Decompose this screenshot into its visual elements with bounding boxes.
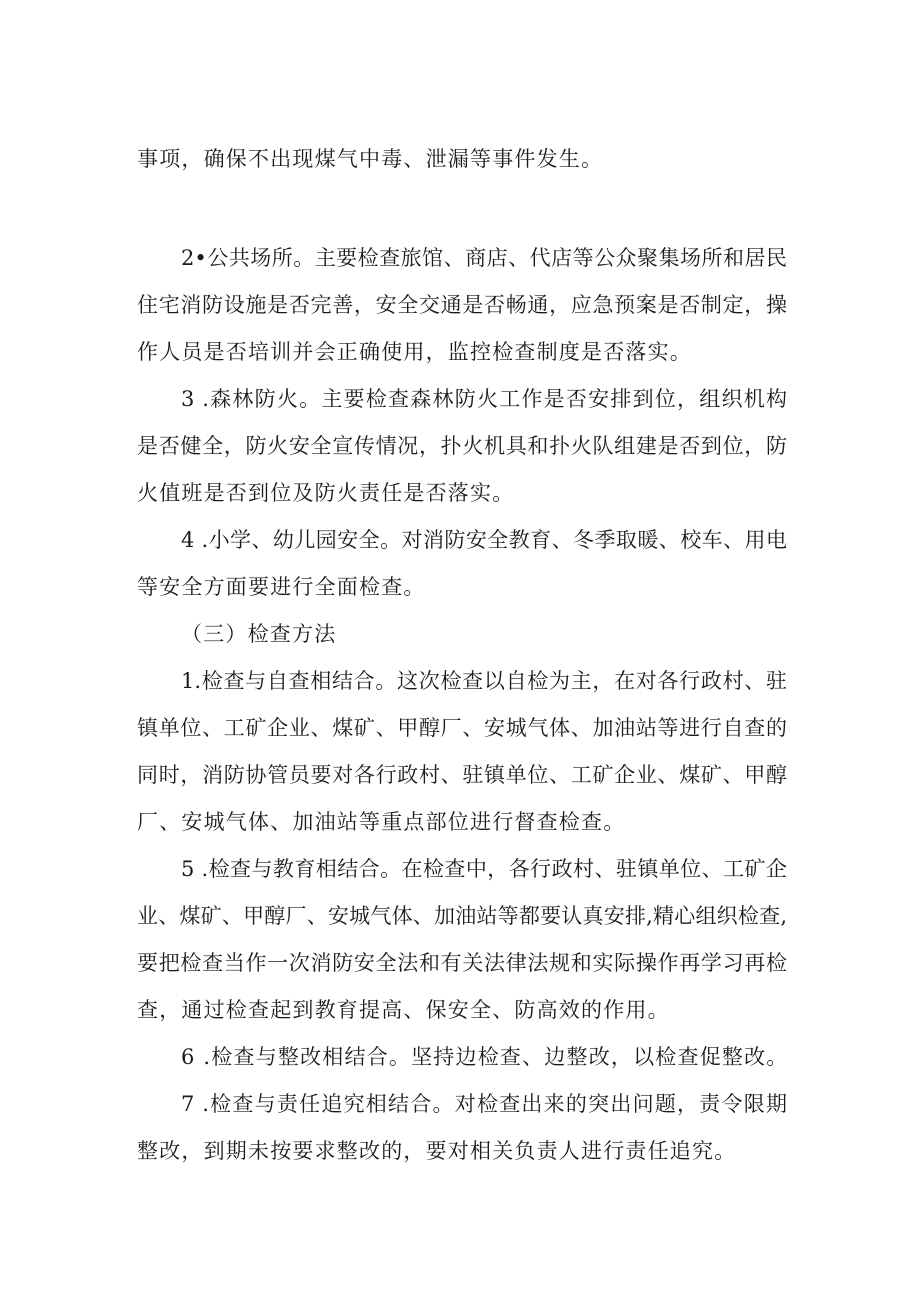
text-line: 住宅消防设施是否完善，安全交通是否畅通，应急预案是否制定，操 <box>137 293 787 317</box>
paragraph-self-check: 1.检查与自查相结合。这次检查以自检为主，在对各行政村、驻 <box>181 669 787 693</box>
paragraph-education: 5 .检查与教育相结合。在检查中，各行政村、驻镇单位、工矿企 <box>181 857 787 881</box>
text-line: 是否健全，防火安全宣传情况，扑火机具和扑火队组建是否到位，防 <box>137 434 787 458</box>
text-line: 厂、安城气体、加油站等重点部位进行督查检查。 <box>137 810 626 834</box>
paragraph-school-safety: 4 .小学、幼儿园安全。对消防安全教育、冬季取暖、校车、用电 <box>181 528 787 552</box>
text-line: 查，通过检查起到教育提高、保安全、防高效的作用。 <box>137 998 670 1022</box>
paragraph-rectification: 6 .检查与整改相结合。坚持边检查、边整改，以检查促整改。 <box>181 1045 789 1069</box>
paragraph-forest-fire: 3 .森林防火。主要检查森林防火工作是否安排到位，组织机构 <box>181 387 787 411</box>
paragraph-accountability: 7 .检查与责任追究相结合。对检查出来的突出问题，责令限期 <box>181 1092 787 1116</box>
text-line: 同时，消防协管员要对各行政村、驻镇单位、工矿企业、煤矿、甲醇 <box>137 763 787 787</box>
text-line: 业、煤矿、甲醇厂、安城气体、加油站等都要认真安排,精心组织检查, <box>137 904 787 928</box>
text-line: 作人员是否培训并会正确使用，监控检查制度是否落实。 <box>137 340 692 364</box>
text-line: 镇单位、工矿企业、煤矿、甲醇厂、安城气体、加油站等进行自查的 <box>137 716 787 740</box>
text-line: 火值班是否到位及防火责任是否落实。 <box>137 481 515 505</box>
section-heading: （三）检查方法 <box>181 622 337 646</box>
text-line: 等安全方面要进行全面检查。 <box>137 575 426 599</box>
paragraph-public-places: 2•公共场所。主要检查旅馆、商店、代店等公众聚集场所和居民 <box>181 246 787 270</box>
text-line: 事项，确保不出现煤气中毒、泄漏等事件发生。 <box>137 147 604 171</box>
text-line: 要把检查当作一次消防安全法和有关法律法规和实际操作再学习再检 <box>137 951 787 975</box>
text-line: 整改，到期未按要求整改的，要对相关负责人进行责任追究。 <box>137 1139 737 1163</box>
